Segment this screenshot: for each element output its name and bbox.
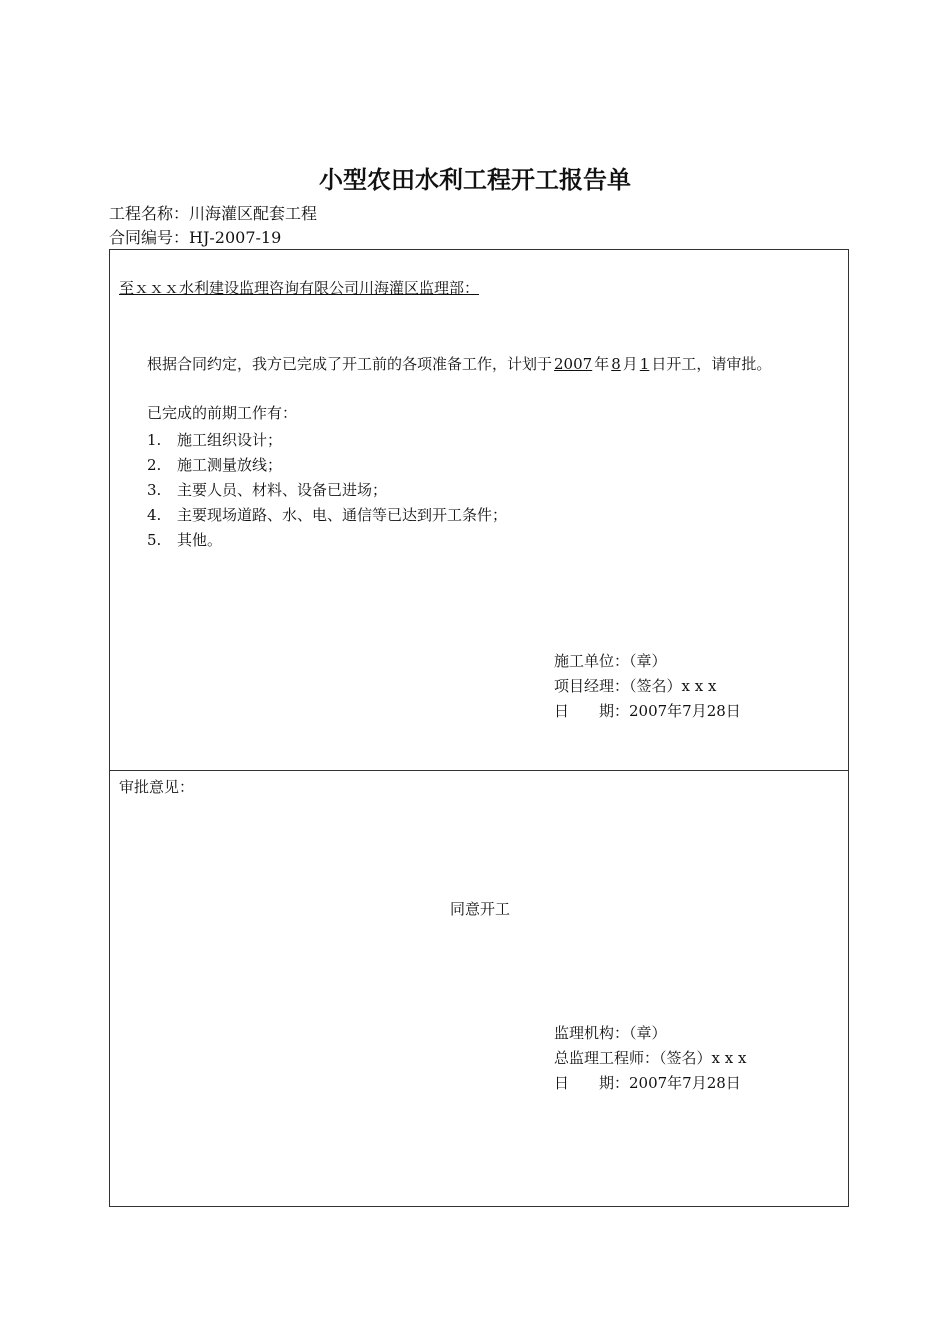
request-text-prefix: 根据合同约定，我方已完成了开工前的各项准备工作，计划于 [147,355,553,373]
application-date: 日 期：2007年7月28日 [554,702,741,720]
year-unit: 年 [594,355,610,373]
approval-label: 审批意见： [119,778,195,796]
list-item-number: 1. [147,431,162,449]
list-item-text: 施工测量放线； [177,456,283,474]
project-name: 工程名称：川海灌区配套工程 [109,204,318,223]
contractor-signature-block [554,649,741,724]
completed-work-list [147,428,507,553]
request-text-suffix: 日开工，请审批。 [651,355,772,373]
list-item [147,453,507,478]
approval-section [109,770,849,1207]
list-item-text: 主要人员、材料、设备已进场； [177,481,388,499]
form-title: 小型农田水利工程开工报告单 [319,166,631,194]
list-item [147,503,507,528]
project-manager: 项目经理：（签名）x x x [554,677,717,695]
chief-engineer: 总监理工程师：（签名）x x x [554,1049,747,1067]
list-item-number: 3. [147,481,162,499]
supervision-org: 监理机构：（章） [554,1024,667,1042]
contractor-unit: 施工单位：（章） [554,652,667,670]
start-year: 2007 [554,355,593,373]
contract-number: 合同编号：HJ-2007-19 [109,228,282,247]
approval-opinion: 同意开工 [449,900,510,918]
start-month: 8 [611,355,621,373]
completed-work-title: 已完成的前期工作有： [147,404,298,422]
month-unit: 月 [622,355,638,373]
list-item-number: 2. [147,456,162,474]
application-section [109,249,849,771]
addressee: 至ｘｘｘ水利建设监理咨询有限公司川海灌区监理部： [119,279,480,297]
supervisor-signature-block [554,1021,746,1096]
list-item-text: 施工组织设计； [177,431,283,449]
list-item [147,478,507,503]
list-item [147,528,507,553]
start-request-paragraph [119,352,839,377]
approval-date: 日 期：2007年7月28日 [554,1074,741,1092]
start-day: 1 [639,355,650,373]
list-item-text: 其他。 [177,531,223,549]
list-item-number: 4. [147,506,162,524]
list-item-number: 5. [147,531,162,549]
list-item [147,428,507,453]
list-item-text: 主要现场道路、水、电、通信等已达到开工条件； [177,506,508,524]
